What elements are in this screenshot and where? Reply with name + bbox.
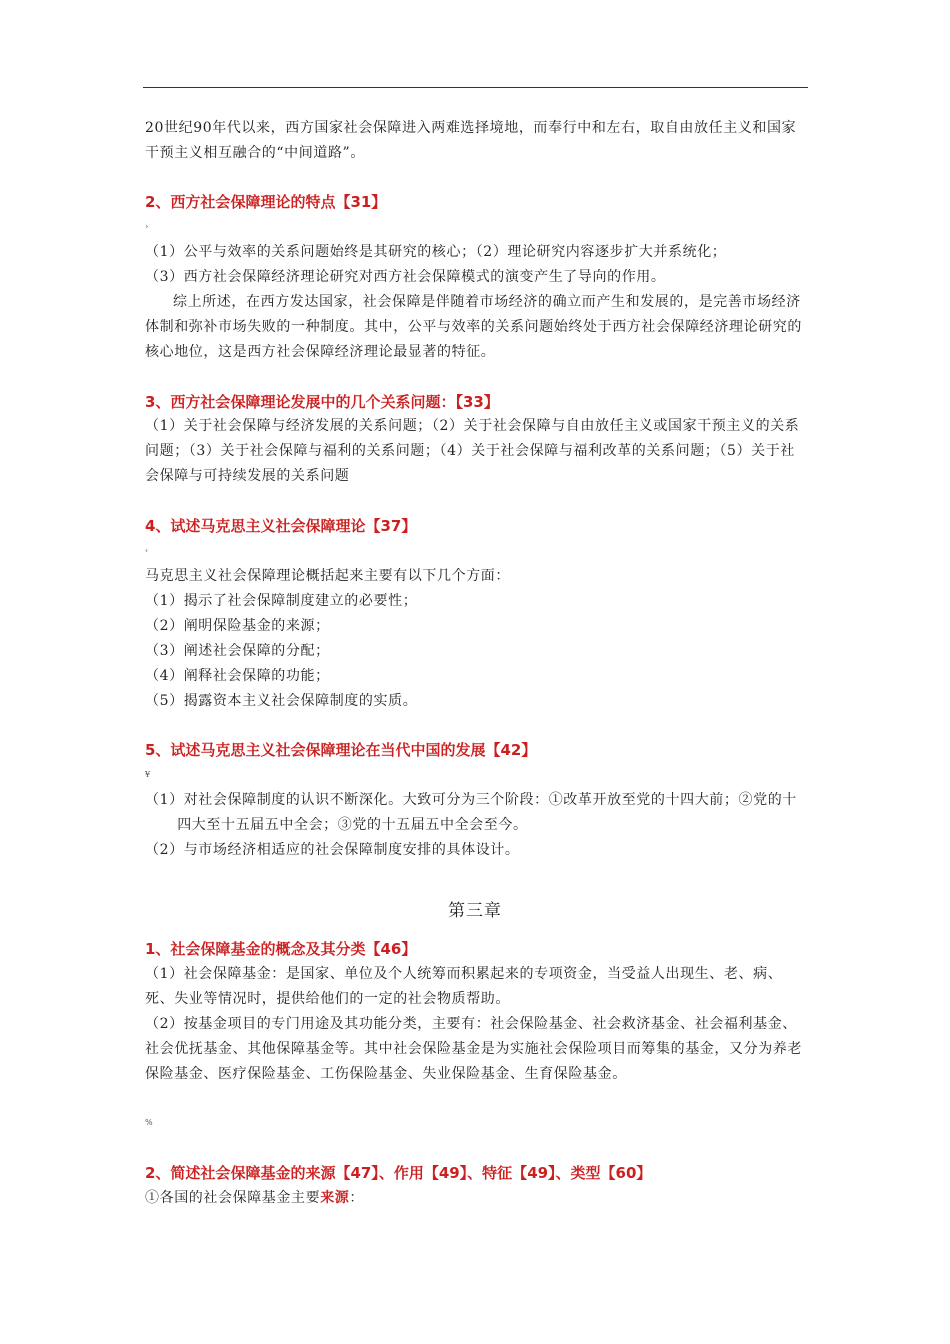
chapter-3-heading-1: 1、社会保障基金的概念及其分类【46】 (145, 940, 417, 958)
stray-mark-4: ‹ (145, 546, 149, 555)
list-item: （5）揭露资本主义社会保障制度的实质。 (145, 693, 418, 709)
section-5-item-1: （1）对社会保障制度的认识不断深化。大致可分为三个阶段：①改革开放至党的十四大前；②党的十四大至十五届五中全会；③党的十五届五中全会至今。 (145, 792, 797, 833)
section-heading-5: 5、试述马克思主义社会保障理论在当代中国的发展【42】 (145, 741, 537, 759)
chapter-3-paragraph-3 (145, 1186, 808, 1211)
list-item: （2）阐明保险基金的来源； (145, 618, 330, 634)
section-2-body (145, 240, 808, 290)
header-rule (143, 87, 808, 88)
section-heading-2: 2、西方社会保障理论的特点【31】 (145, 193, 387, 211)
list-item: （3）阐述社会保障的分配； (145, 643, 330, 659)
section-4-body (145, 564, 808, 714)
chapter-3-paragraph-2: （2）按基金项目的专门用途及其功能分类，主要有：社会保险基金、社会救济基金、社会福利基金、社会优抚基金、其他保障基金等。其中社会保险基金是为实施社会保险项目而筹集的基金，又分为养老保险基金、医疗保险基金、工伤保险基金、失业保险基金、生育保险基金。 (145, 1016, 802, 1082)
section-4-intro: 马克思主义社会保障理论概括起来主要有以下几个方面： (145, 568, 510, 584)
intro-paragraph: 20世纪90年代以来，西方国家社会保障进入两难选择境地，而奉行中和左右，取自由放任主义和国家干预主义相互融合的“中间道路”。 (145, 120, 797, 161)
section-3-body: （1）关于社会保障与经济发展的关系问题；（2）关于社会保障与自由放任主义或国家干预主义的关系问题；（3）关于社会保障与福利的关系问题；（4）关于社会保障与福利改革的关系问题；（5）关于社会保障与可持续发展的关系问题 (145, 418, 800, 484)
list-item: （4）阐释社会保障的功能； (145, 668, 330, 684)
paragraph-prefix: ①各国的社会保障基金主要 (145, 1190, 321, 1206)
chapter-3-heading-2: 2、简述社会保障基金的来源【47】、作用【49】、特征【49】、类型【60】 (145, 1164, 652, 1182)
section-heading-4: 4、试述马克思主义社会保障理论【37】 (145, 517, 417, 535)
chapter-3-paragraph-1: （1）社会保障基金：是国家、单位及个人统筹而积累起来的专项资金，当受益人出现生、老、病、死、失业等情况时，提供给他们的一定的社会物质帮助。 (145, 966, 783, 1007)
list-item: （1）揭示了社会保障制度建立的必要性； (145, 593, 418, 609)
highlight-source: 来源 (320, 1190, 350, 1206)
section-5-body (145, 788, 808, 863)
chapter-title: 第三章 (448, 901, 502, 921)
section-2-summary: 综上所述，在西方发达国家，社会保障是伴随着市场经济的确立而产生和发展的，是完善市场经济体制和弥补市场失败的一种制度。其中，公平与效率的关系问题始终处于西方社会保障经济理论研究的核心地位，这是西方社会保障经济理论最显著的特征。 (145, 294, 802, 360)
section-2-line-1: （1）公平与效率的关系问题始终是其研究的核心；（2）理论研究内容逐步扩大并系统化； (145, 244, 727, 260)
section-5-item-2: （2）与市场经济相适应的社会保障制度安排的具体设计。 (145, 842, 520, 858)
section-2-line-2: （3）西方社会保障经济理论研究对西方社会保障模式的演变产生了导向的作用。 (145, 269, 666, 285)
paragraph-suffix: ： (349, 1190, 365, 1206)
section-heading-3: 3、西方社会保障理论发展中的几个关系问题：【33】 (145, 393, 499, 411)
stray-mark-5: ¥ (145, 770, 151, 779)
stray-mark-c1: % (145, 1118, 153, 1127)
stray-mark-2: › (145, 222, 149, 231)
